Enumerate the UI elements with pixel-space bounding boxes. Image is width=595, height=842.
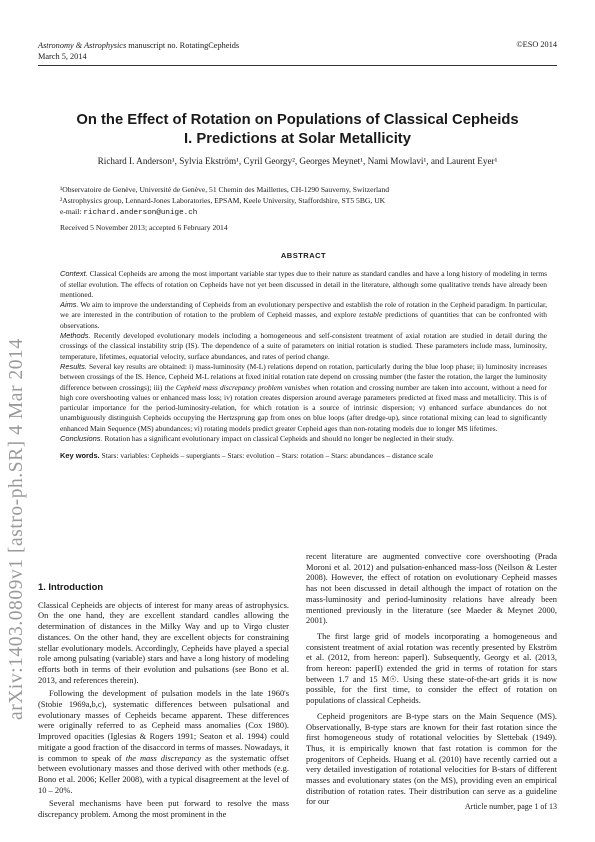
context-text: Classical Cepheids are among the most important variable star types due to their nature as standard candles and have a long history of modeling in terms of stellar evolution. The effects of rotation on Cepheids have not yet been discussed in detail in the literature, although some qualitative trends have already been mentioned. [60,269,547,299]
journal-name: Astronomy & Astrophysics [38,41,127,50]
section-heading-introduction: 1. Introduction [38,581,104,592]
results-text-italic: the Cepheid mass discrepancy problem vanishes [164,382,311,392]
abstract [60,251,547,462]
header-divider [38,65,557,66]
aims-text-italic: testable [359,310,383,320]
results-label: Results. [60,361,87,371]
abstract-results [60,362,547,434]
email-label: e-mail: [60,207,84,216]
right-paragraph-2: The first large grid of models incorporating a homogeneous and consistent treatment of axial rotation was recently presented by Ekström et al. (2012, from hereon: paperI). Subsequently, Georgy et al. (2013, from hereon: paperII) extended the grid in terms of rotation for stars between 1.7 and 15 M☉. Using these state-of-the-art grids it is now possible, for the first time, to consider the effect of rotation on populations of classical Cepheids. [306,630,557,706]
paper-title [38,111,557,149]
received-dates: Received 5 November 2013; accepted 6 February 2014 [60,223,228,232]
intro-p2-text-a: Following the development of pulsation models in the late 1960's (Stobie 1969a,b,c), systematic differences between pulsational and evolutionary masses of Cepheids became apparent. These differences were originally referred to as Cepheid mass anomalies (Cox 1980). Improved opacities (Iglesias & Rogers 1991; Seaton et al. 1994) could mitigate a good fraction of the disaccord in terms of masses. Nowadays, it is common to speak of [38,688,289,763]
left-column [38,582,289,820]
abstract-context [60,269,547,300]
author-list: Richard I. Anderson¹, Sylvia Ekström¹, Cyril Georgy², Georges Meynet¹, Nami Mowlavi¹, and Laurent Eyer¹ [97,156,498,166]
email-line [60,206,389,219]
keywords-label: Key words. [60,451,100,461]
results-text-a: Several key results are obtained: i) mass-luminosity (M-L) relations depend on rotation, particularly during the blue loop phase; ii) luminosity increases between crossings of the IS. Hence, Cepheid M-L relations at fixed initial rotation rate depend on crossing number (the faster the rotation, the larger the luminosity difference between crossings); iii) [60,361,547,392]
intro-p2-italic: the mass discrepancy [125,752,202,763]
abstract-methods [60,331,547,362]
intro-paragraph-1: Classical Cepheids are objects of interest for many areas of astrophysics. On the one hand, they are excellent standard candles allowing the determination of distances in the Milky Way and up to Virgo cluster distances. On the other hand, they are excellent objects for constraining stellar evolutionary models. Accordingly, Cepheids have played a special role among pulsating (variable) stars and have a long history of modeling efforts both in terms of their evolution and pulsations (see Bono et al. 2013, and references therein). [38,599,289,685]
title-line-2: I. Predictions at Solar Metallicity [184,131,411,147]
intro-paragraph-3: Several mechanisms have been put forward to resolve the mass discrepancy problem. Among the most prominent in the [38,798,289,820]
email-address[interactable]: richard.anderson@unige.ch [83,209,198,217]
aims-label: Aims. [60,300,79,310]
methods-text: Recently developed evolutionary models including a homogeneous and self-consistent treatment of axial rotation are studied in detail during the crossings of the classical instability strip (IS). The dependence of a suite of parameters on initial rotation is studied. These parameters include mass, luminosity, temperature, lifetimes, equatorial velocity, surface abundances, and rates of period change. [60,331,547,361]
abstract-conclusions [60,434,547,444]
abstract-aims [60,300,547,331]
affiliation-1: ¹Observatoire de Genève, Université de Genève, 51 Chemin des Maillettes, CH-1290 Sauverny, Switzerland [60,185,390,194]
right-paragraph-1: recent literature are augmented convective core overshooting (Prada Moroni et al. 2012) and pulsation-enhanced mass-loss (Neilson & Lester 2008). However, the effect of rotation on evolutionary Cepheid masses has not been discussed in detail although the impact of rotation on the mass-luminosity and period-luminosity relations have already been mentioned previously in the literature (see Maeder & Meynet 2000, 2001). [306,551,557,626]
affiliations [60,184,389,219]
conclusions-text: Rotation has a significant evolutionary impact on classical Cepheids and should no longer be neglected in their study. [102,434,454,444]
conclusions-label: Conclusions. [60,434,103,444]
copyright-notice: ©ESO 2014 [516,40,557,49]
header-date: March 5, 2014 [38,52,87,61]
page-footer: Article number, page 1 of 13 [464,802,557,811]
manuscript-id: manuscript no. RotatingCepheids [128,41,240,50]
abstract-heading: ABSTRACT [280,251,327,260]
results-text-b: when rotation and crossing number are taken into account, without a need for high core overshooting values or enhanced mass loss; iv) rotation creates dispersion around average parameters predicted at fixed mass and metallicity. This is of particular importance for the period-luminosity-relation, for which rotation is a source of intrinsic dispersion; v) enhanced surface abundances do not unambiguously distinguish Cepheids occupying the Hertzsprung gap from ones on blue loops (after dredge-up), since rotational mixing can lead to significantly enhanced Main Sequence (MS) abundances; vi) rotating models predict greater Cepheid ages than non-rotating models due to longer MS lifetimes. [60,382,547,433]
intro-paragraph-2 [38,688,289,795]
intro-p2-text-b: as the systematic offset between evolutionary masses and those derived with other methods (e.g. Bono et al. 2006; Keller 2008), with a typical disagreement at the level of 10 – 20%. [38,752,290,795]
right-column [306,551,557,807]
affiliation-2: ²Astrophysics group, Lennard-Jones Laboratories, EPSAM, Keele University, Staffordshire, ST5 5BG, UK [60,196,386,205]
running-header [38,40,239,62]
aims-text-a: We aim to improve the understanding of Cepheids from an evolutionary perspective and establish the role of rotation in the Cepheid paradigm. In particular, we are interested in the contribution of rotation to the problem of Cepheid masses, and explore [60,300,547,320]
aims-text-b: predictions of quantities that can be confronted with observations. [60,310,548,330]
context-label: Context. [60,269,88,279]
right-paragraph-3: Cepheid progenitors are B-type stars on the Main Sequence (MS). Observationally, B-type stars are known for their fast rotation since the first homogeneous study of rotational velocities by Slettebak (1949). Thus, it is empirically known that fast rotation is common for the progenitors of Cepheids. Huang et al. (2010) have recently carried out a very detailed investigation of rotational velocities for B-stars of different masses and evolutionary states (on the MS), providing even an empirical distribution of rotation rates. Their distribution can serve as a guideline for our [306,710,557,807]
arxiv-identifier: arXiv:1403.0809v1 [astro-ph.SR] 4 Mar 2014 [6,338,27,720]
methods-label: Methods. [60,331,91,341]
keywords [60,451,547,461]
keywords-text: Stars: variables: Cepheids – supergiants – Stars: evolution – Stars: rotation – Stars: abundances – distance scale [99,451,434,461]
title-line-1: On the Effect of Rotation on Populations of Classical Cepheids [76,112,519,128]
